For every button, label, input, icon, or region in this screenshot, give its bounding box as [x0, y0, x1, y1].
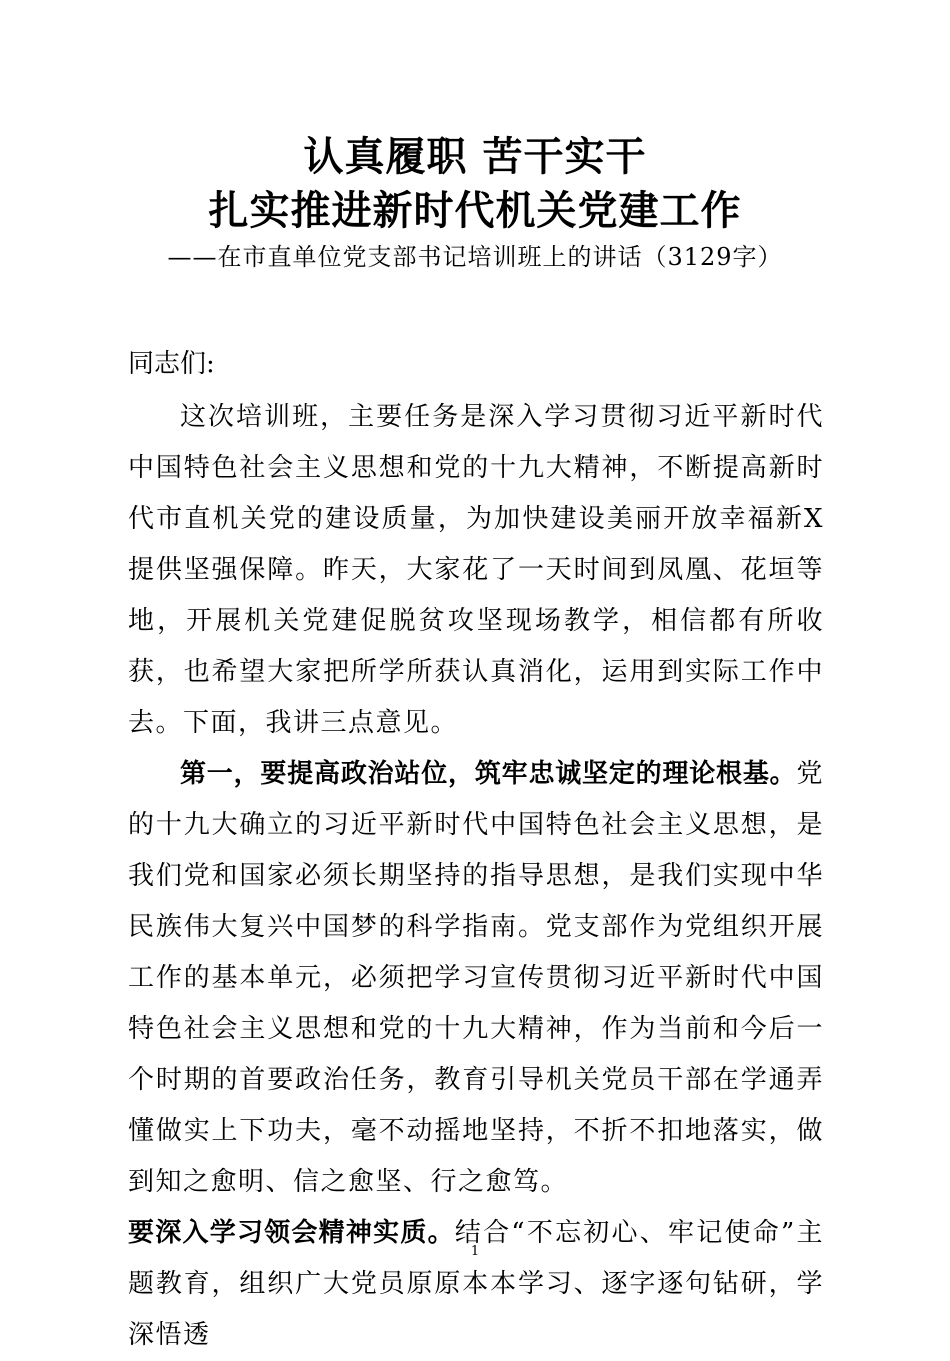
- paragraph-text: 党的十九大确立的习近平新时代中国特色社会主义思想，是我们党和国家必须长期坚持的指导思想，是我们实现中华民族伟大复兴中国梦的科学指南。党支部作为党组织开展工作的基本单元，必须把学习宣传贯彻习近平新时代中国特色社会主义思想和党的十九大精神，作为当前和今后一个时期的首要政治任务，教育引导机关党员干部在学通弄懂做实上下功夫，毫不动摇地坚持，不折不扣地落实，做到知之愈明、信之愈坚、行之愈笃。: [128, 759, 824, 1197]
- document-body: [128, 392, 824, 1361]
- subsection-heading: 要深入学习领会精神实质。: [128, 1218, 455, 1248]
- salutation: 同志们:: [128, 349, 215, 379]
- paragraph-point-one: [128, 749, 824, 1208]
- document-title-line2: 扎实推进新时代机关党建工作: [208, 187, 742, 234]
- document-subtitle: ——在市直单位党支部书记培训班上的讲话（3129字）: [167, 243, 783, 271]
- paragraph-text: 结合“不忘初心、牢记使命”主题教育，组织广大党员原原本本学习、逐字逐句钻研，学深悟透: [128, 1218, 824, 1350]
- document-title-line1: 认真履职 苦干实干: [303, 133, 647, 180]
- paragraph-intro: [128, 392, 824, 749]
- page-number: 1: [470, 1244, 480, 1259]
- section-heading: 第一，要提高政治站位，筑牢忠诚坚定的理论根基。: [180, 759, 797, 789]
- paragraph-text: 这次培训班，主要任务是深入学习贯彻习近平新时代中国特色社会主义思想和党的十九大精神，不断提高新时代市直机关党的建设质量，为加快建设美丽开放幸福新X提供坚强保障。昨天，大家花了一天时间到凤凰、花垣等地，开展机关党建促脱贫攻坚现场教学，相信都有所收获，也希望大家把所学所获认真消化，运用到实际工作中去。下面，我讲三点意见。: [128, 402, 824, 738]
- paragraph-subpoint: [128, 1208, 824, 1361]
